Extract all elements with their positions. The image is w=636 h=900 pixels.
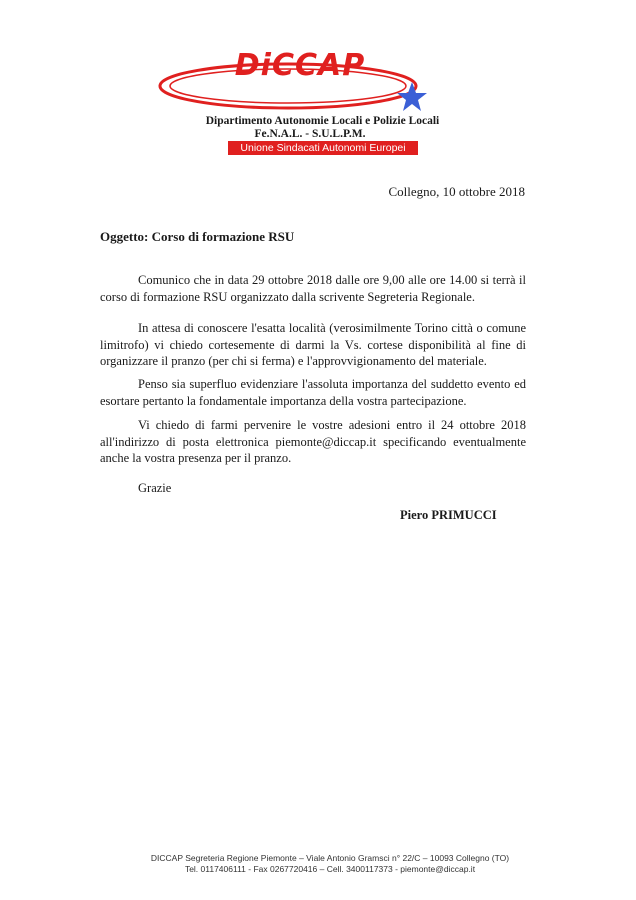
logo-text: DiCCAP — [234, 48, 366, 83]
letter-date: Collegno, 10 ottobre 2018 — [388, 184, 525, 199]
paragraph-1: Comunico che in data 29 ottobre 2018 dalle ore 9,00 alle ore 14.00 si terrà il corso di formazione RSU organizzato dalla scrivente Segreteria Regionale. — [100, 273, 526, 304]
union-band: Unione Sindacati Autonomi Europei — [228, 141, 418, 155]
org-subtitle: Fe.N.A.L. - S.U.L.P.M. — [254, 128, 366, 140]
letter-subject: Oggetto: Corso di formazione RSU — [100, 229, 295, 244]
org-name: Dipartimento Autonomie Locali e Polizie Locali — [205, 115, 440, 127]
footer-contacts: Tel. 0117406111 - Fax 0267720416 – Cell. 3400117373 - piemonte@diccap.it — [184, 864, 476, 874]
paragraph-3: Penso sia superfluo evidenziare l'assoluta importanza del suddetto evento ed esortare pertanto la fondamentale importanza della vostra partecipazione. — [100, 377, 526, 408]
signature: Piero PRIMUCCI — [400, 508, 497, 522]
footer-address: DICCAP Segreteria Regione Piemonte – Viale Antonio Gramsci n° 22/C – 10093 Collegno (TO) — [150, 853, 510, 863]
paragraph-2: In attesa di conoscere l'esatta località (verosimilmente Torino città o comune limitrofo) vi chiedo cortesemente di darmi la Vs. cortese disponibilità al fine di organizzare il pranzo (per chi si ferma) e l'approvvigionamento del materiale. — [100, 321, 526, 368]
closing: Grazie — [138, 481, 172, 495]
star-icon — [397, 82, 427, 111]
diccap-logo — [150, 40, 450, 120]
paragraph-4: Vi chiedo di farmi pervenire le vostre adesioni entro il 24 ottobre 2018 all'indirizzo di posta elettronica piemonte@diccap.it specificando eventualmente anche la vostra presenza per il pranzo. — [100, 418, 526, 465]
